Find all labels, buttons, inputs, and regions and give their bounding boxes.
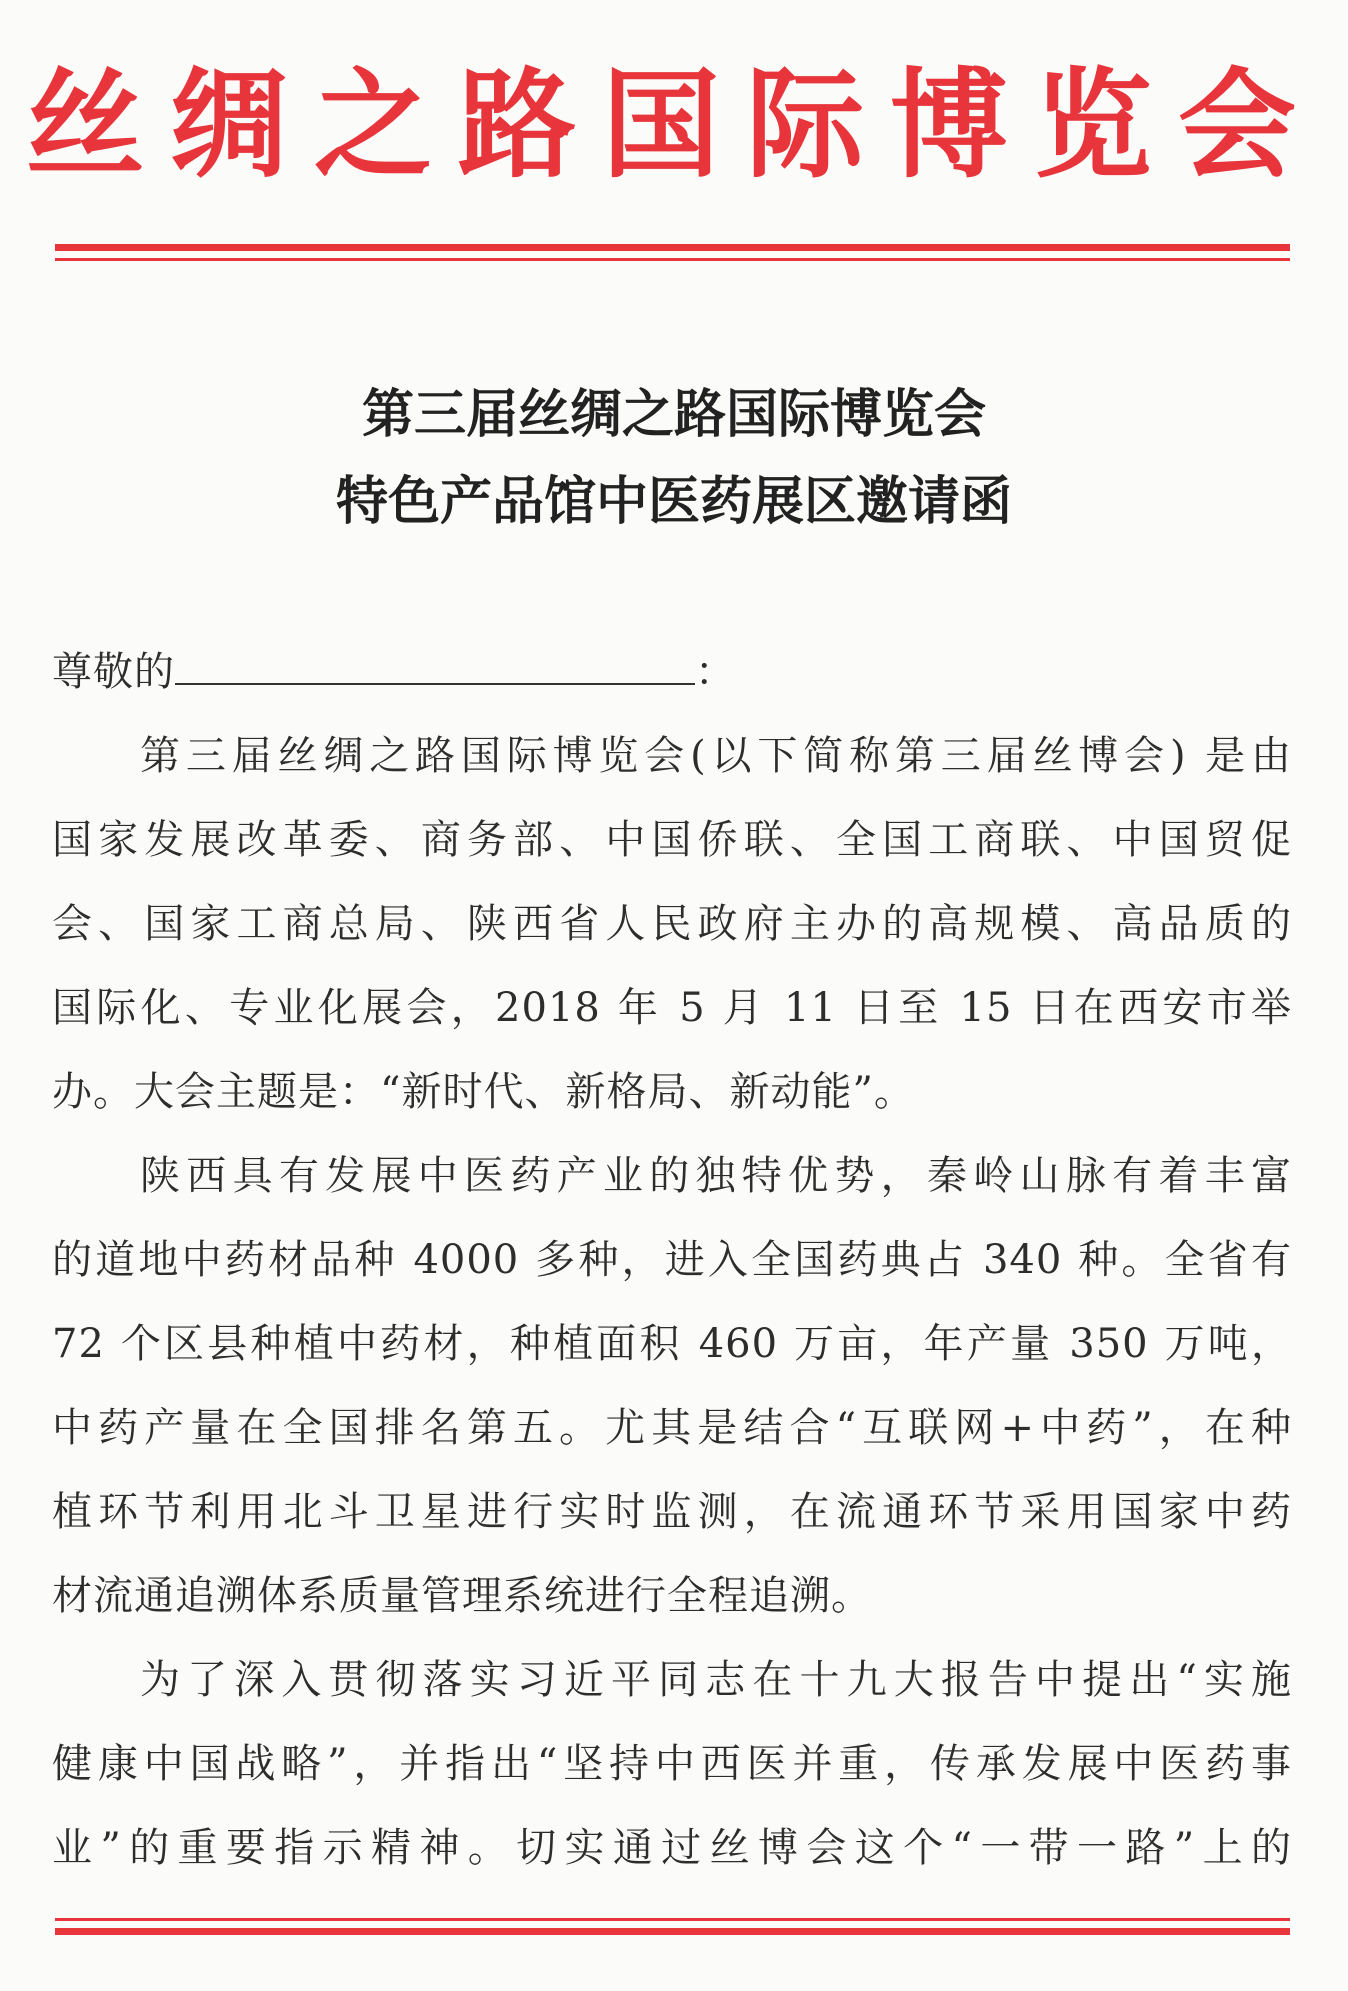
paragraph-2-line-5: 植环节利用北斗卫星进行实时监测，在流通环节采用国家中药 (52, 1489, 1292, 1535)
footer-rule-thin (55, 1918, 1290, 1921)
salutation-colon: ： (695, 649, 736, 695)
document-title-line-2: 特色产品馆中医药展区邀请函 (335, 471, 1012, 532)
paragraph-2-line-2: 的道地中药材品种 4000 多种，进入全国药典占 340 种。全省有 (52, 1237, 1292, 1283)
letterhead-rule-thin (55, 258, 1290, 261)
paragraph-2-line-4: 中药产量在全国排名第五。尤其是结合“互联网+中药”，在种 (52, 1405, 1292, 1451)
document-title-line-1: 第三届丝绸之路国际博览会 (361, 384, 986, 445)
paragraph-2-line-1: 陕西具有发展中医药产业的独特优势，秦岭山脉有着丰富 (140, 1153, 1292, 1199)
paragraph-1-line-4: 国际化、专业化展会，2018 年 5 月 11 日至 15 日在西安市举 (52, 985, 1292, 1031)
letterhead-rule-thick (55, 244, 1290, 251)
paragraph-2-line-3: 72 个区县种植中药材，种植面积 460 万亩，年产量 350 万吨， (52, 1321, 1292, 1367)
paragraph-1-line-3: 会、国家工商总局、陕西省人民政府主办的高规模、高品质的 (52, 901, 1292, 947)
salutation-prefix: 尊敬的 (52, 649, 175, 695)
paragraph-3-line-2: 健康中国战略”，并指出“坚持中西医并重，传承发展中医药事 (52, 1741, 1292, 1787)
letterhead-title: 丝绸之路国际博览会 (25, 56, 1322, 194)
footer-rule-thick (55, 1928, 1290, 1935)
recipient-blank-line (175, 643, 695, 685)
paragraph-3-line-1: 为了深入贯彻落实习近平同志在十九大报告中提出“实施 (140, 1657, 1292, 1703)
paragraph-1-line-5: 办。大会主题是：“新时代、新格局、新动能”。 (52, 1069, 915, 1115)
paragraph-2-line-6: 材流通追溯体系质量管理系统进行全程追溯。 (52, 1573, 872, 1619)
paragraph-1-line-2: 国家发展改革委、商务部、中国侨联、全国工商联、中国贸促 (52, 817, 1292, 863)
salutation (52, 630, 1292, 714)
paragraph-1-line-1: 第三届丝绸之路国际博览会(以下简称第三届丝博会) 是由 (140, 733, 1292, 779)
paragraph-3-line-3: 业”的重要指示精神。切实通过丝博会这个“一带一路”上的 (52, 1825, 1292, 1871)
